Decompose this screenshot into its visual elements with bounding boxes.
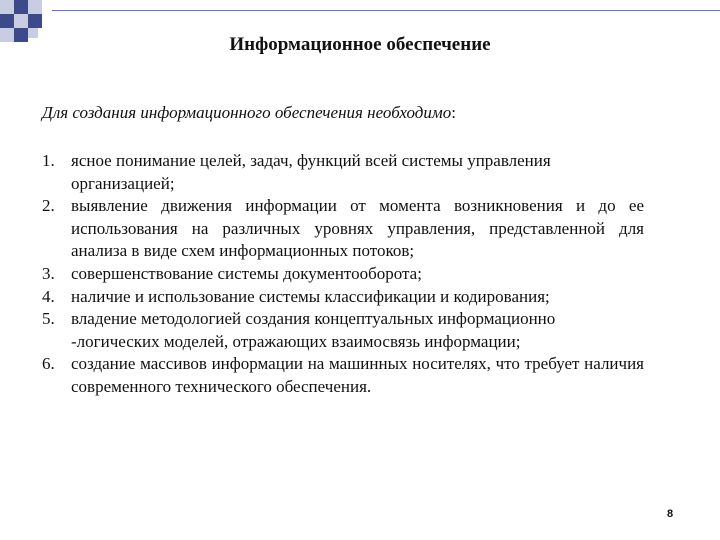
item-text: ясное понимание целей, задач, функций всей системы управления организацией; bbox=[71, 151, 551, 193]
item-text: совершенствование системы документооборота; bbox=[71, 263, 422, 283]
list-item bbox=[42, 308, 644, 353]
item-number: 2. bbox=[42, 196, 55, 216]
item-text: владение методологией создания концептуальных информационно -логических моделей, отражающих взаимосвязь информации; bbox=[71, 309, 556, 351]
slide-title: Информационное обеспечение bbox=[229, 34, 491, 55]
page-number: 8 bbox=[667, 508, 674, 520]
item-number: 1. bbox=[42, 151, 55, 170]
item-number: 3. bbox=[42, 263, 55, 283]
deco-square bbox=[28, 0, 42, 14]
deco-square bbox=[14, 0, 28, 14]
item-text: наличие и использование системы классификации и кодирования; bbox=[71, 286, 550, 306]
deco-square bbox=[0, 0, 14, 14]
list-item bbox=[42, 353, 644, 398]
deco-square bbox=[0, 14, 14, 28]
intro-line bbox=[42, 103, 456, 123]
list-item bbox=[42, 195, 644, 263]
item-number: 4. bbox=[42, 286, 55, 306]
item-number: 5. bbox=[42, 309, 55, 329]
item-text: создание массивов информации на машинных носителях, что требует наличия современного технического обеспечения. bbox=[71, 354, 644, 396]
intro-colon: : bbox=[451, 103, 456, 122]
list-item bbox=[42, 150, 644, 195]
requirements-list bbox=[42, 150, 644, 399]
deco-square bbox=[14, 14, 28, 28]
deco-square bbox=[28, 14, 42, 28]
intro-text: Для создания информационного обеспечения необходимо bbox=[42, 103, 452, 122]
list-item bbox=[42, 286, 644, 309]
item-number: 6. bbox=[42, 354, 55, 374]
header-rule bbox=[52, 10, 720, 11]
item-text: выявление движения информации от момента возникновения и до ее использования на различных уровнях управления, представленной для анализа в виде схем информационных потоков; bbox=[71, 196, 644, 261]
list-item bbox=[42, 263, 644, 286]
